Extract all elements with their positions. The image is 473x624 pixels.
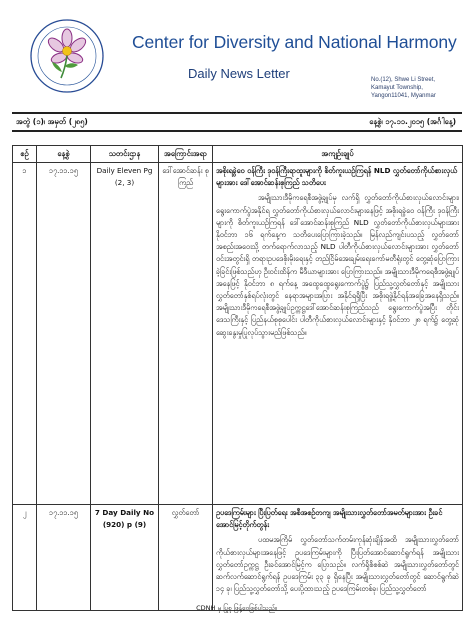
issue-date: နေ့စွဲ၊ ၁၇.၁၁.၂၀၁၅ (အင်္ဂါနေ့): [369, 117, 456, 126]
organization-title: Center for Diversity and National Harmony: [132, 32, 457, 52]
row-summary: [213, 163, 463, 505]
issue-bar: [12, 112, 462, 132]
newsletter-subtitle: Daily News Letter: [188, 66, 290, 81]
footer-note: CDNH မှ ပြုစု ဖြန့်ဝေဖြစ်ပါသည်။: [196, 604, 277, 612]
news-body: ပထမအကြိမ် လွှတ်တော်သက်တမ်းကုန်ဆုံးချိန်အထိ အမျိုးသားလွှတ်တော် ကိုယ်စားလှယ်များအနေဖြင့် ဥပဒေကြမ်းများကို ပြီးပြတ်အောင်ဆောင်ရွက်ရန် အမျိုးသားလွှတ်တော်ဥက္ကဋ္ဌ ဦးခင်အောင်မြင့်က ပြောသည်။ လက်ရှိစိစစ်ဆဲ အမျိုးသားလွှတ်တော်တွင် ဆက်လက်ဆောင်ရွက်ရန် ဥပဒေကြမ်း ၃၃ ခု ရှိနေပြီး အမျိုးသားလွှတ်တော်တွင် ဆောင်ရွက်ဆဲ ၁၄ ခု၊ ပြည်သူ့လွှတ်တော်သို့ ပေးပို့ထားသည့် ဥပဒေကြမ်းတစ်ခု၊ ပြည်သူ့လွှတ်တော်: [216, 535, 459, 594]
row-date: ၁၇.၁၁.၁၅: [37, 163, 91, 505]
address-line: No.(12), Shwe Li Street,: [371, 77, 436, 83]
cdnh-logo: [28, 14, 106, 104]
news-body: အမျိုးသားဒီမိုကရေစီအဖွဲ့ချုပ်မှ လက်ရှိ လွှတ်တော်ကိုယ်စားလှယ်လောင်းများ၊ ရွေးကောက်ပွဲအနိုင်ရ လွှတ်တော်ကိုယ်စားလှယ်လောင်းများနေဖြင့် အစိုးရခွဲဝေ ဝန်ကြီး ဒုဝန်ကြီးများကို စိတ်ကူးယဉ်ကြရန် ဒေါ်အောင်ဆန်းစုကြည် NLD လွှတ်တော်ကိုယ်စားလှယ်များအား နိုဝင်ဘာ ၁၆ ရက်နေ့က သတိပေးပြောကြားခဲ့သည်။ မြန်လည်ကျင်းပသည့် လွှတ်တော်အစည်းအဝေးသို့ တက်ရောက်လာသည့် NLD ပါတီကိုယ်စားလှယ်လောင်းများအား လွှတ်တော်ဝင်းအတွင်းရှိ တရားဥပဒေစိုးမိုးရေးနှင့် တည်ငြိမ်အေးချမ်းရေးကော်မတီရုံးတွင် တွေ့ဆုံပြောကြား ခဲ့ခြင်းဖြစ်သည်ဟု ဦးဝင်းထိန်က မီဒီယာများအား ပြောကြားသည်။ အမျိုးသားဒီမိုကရေစီအဖွဲ့ချုပ်အနေဖြင့် နိုဝင်ဘာ ၈ ရက်နေ့ အထွေထွေရွေးကောက်ပွဲ၌ ပြည်သူ့လွှတ်တော်နှင့် အမျိုးသားလွှတ်တော်နှစ်ရပ်လုံးတွင် နေရာအများအပြား အနိုင်ရရှိပြီး အစိုးရဖွဲ့နိုင်ရန်အခြေအနေရှိသည်။ အမျိုးသားဒီမိုကရေစီအဖွဲ့ချုပ်ဥက္ကဋ္ဌဒေါ်အောင်ဆန်းစုကြည်သည် ရွေးကောက်ပွဲအပြီး တိုင်းဒေသကြီးနှင့် ပြည်နယ်စုစုပေါင်း ပါတီကိုယ်စားလှယ်လောင်းများနှင့် နိုဝင်ဘာ ၂၈ ရက်၌ တွေ့ဆုံဆွေးနွေးမှုပြုလုပ်သွားမည်ဖြစ်သည်။: [216, 193, 459, 337]
issue-volume: အတွဲ (၁)၊ အမှတ် (၂၈၅): [16, 117, 88, 126]
table-row: [13, 505, 463, 611]
address-line: Kamayut Township,: [371, 85, 423, 91]
table-row: [13, 163, 463, 505]
address-block: [371, 76, 436, 100]
row-number: ၁: [13, 163, 37, 505]
newsletter-header: [28, 14, 458, 110]
row-category: လွှတ်တော်: [159, 505, 213, 611]
row-source: 7 Day Daily No (920) p (9): [91, 505, 159, 611]
header-number: စဉ်: [13, 146, 37, 163]
row-date: ၁၇.၁၁.၁၅: [37, 505, 91, 611]
row-category: ဒေါ်အောင်ဆန်း စုကြည်: [159, 163, 213, 505]
address-line: Yangon11041, Myanmar: [371, 93, 436, 99]
header-summary: အကျဉ်းချုပ်: [213, 146, 463, 163]
table-header-row: [13, 146, 463, 163]
row-source: Daily Eleven Pg (2, 3): [91, 163, 159, 505]
news-headline: ဥပဒေကြမ်းများ ပြီးပြတ်ရေး အစီအစဉ်တကျ အမျိုးသားလွှတ်တော်အမတ်များအား ဦးခင်အောင်မြင့်တိုက်တွန်း: [216, 508, 443, 530]
header-date: နေ့စွဲ: [37, 146, 91, 163]
news-table: [12, 145, 463, 611]
row-number: ၂: [13, 505, 37, 611]
news-headline: အစိုးရခွဲဝေ ဝန်ကြီး ဒုဝန်ကြီးရာထူးများကို စိတ်ကူးယဉ်ကြရန် NLD လွှတ်တော်ကိုယ်စားလှယ်များအား ဒေါ်အောင်ဆန်းစုကြည် သတိပေး: [216, 166, 458, 188]
header-source: သတင်းဌာန: [91, 146, 159, 163]
row-summary: [213, 505, 463, 611]
header-category: အကြောင်းအရာ: [159, 146, 213, 163]
